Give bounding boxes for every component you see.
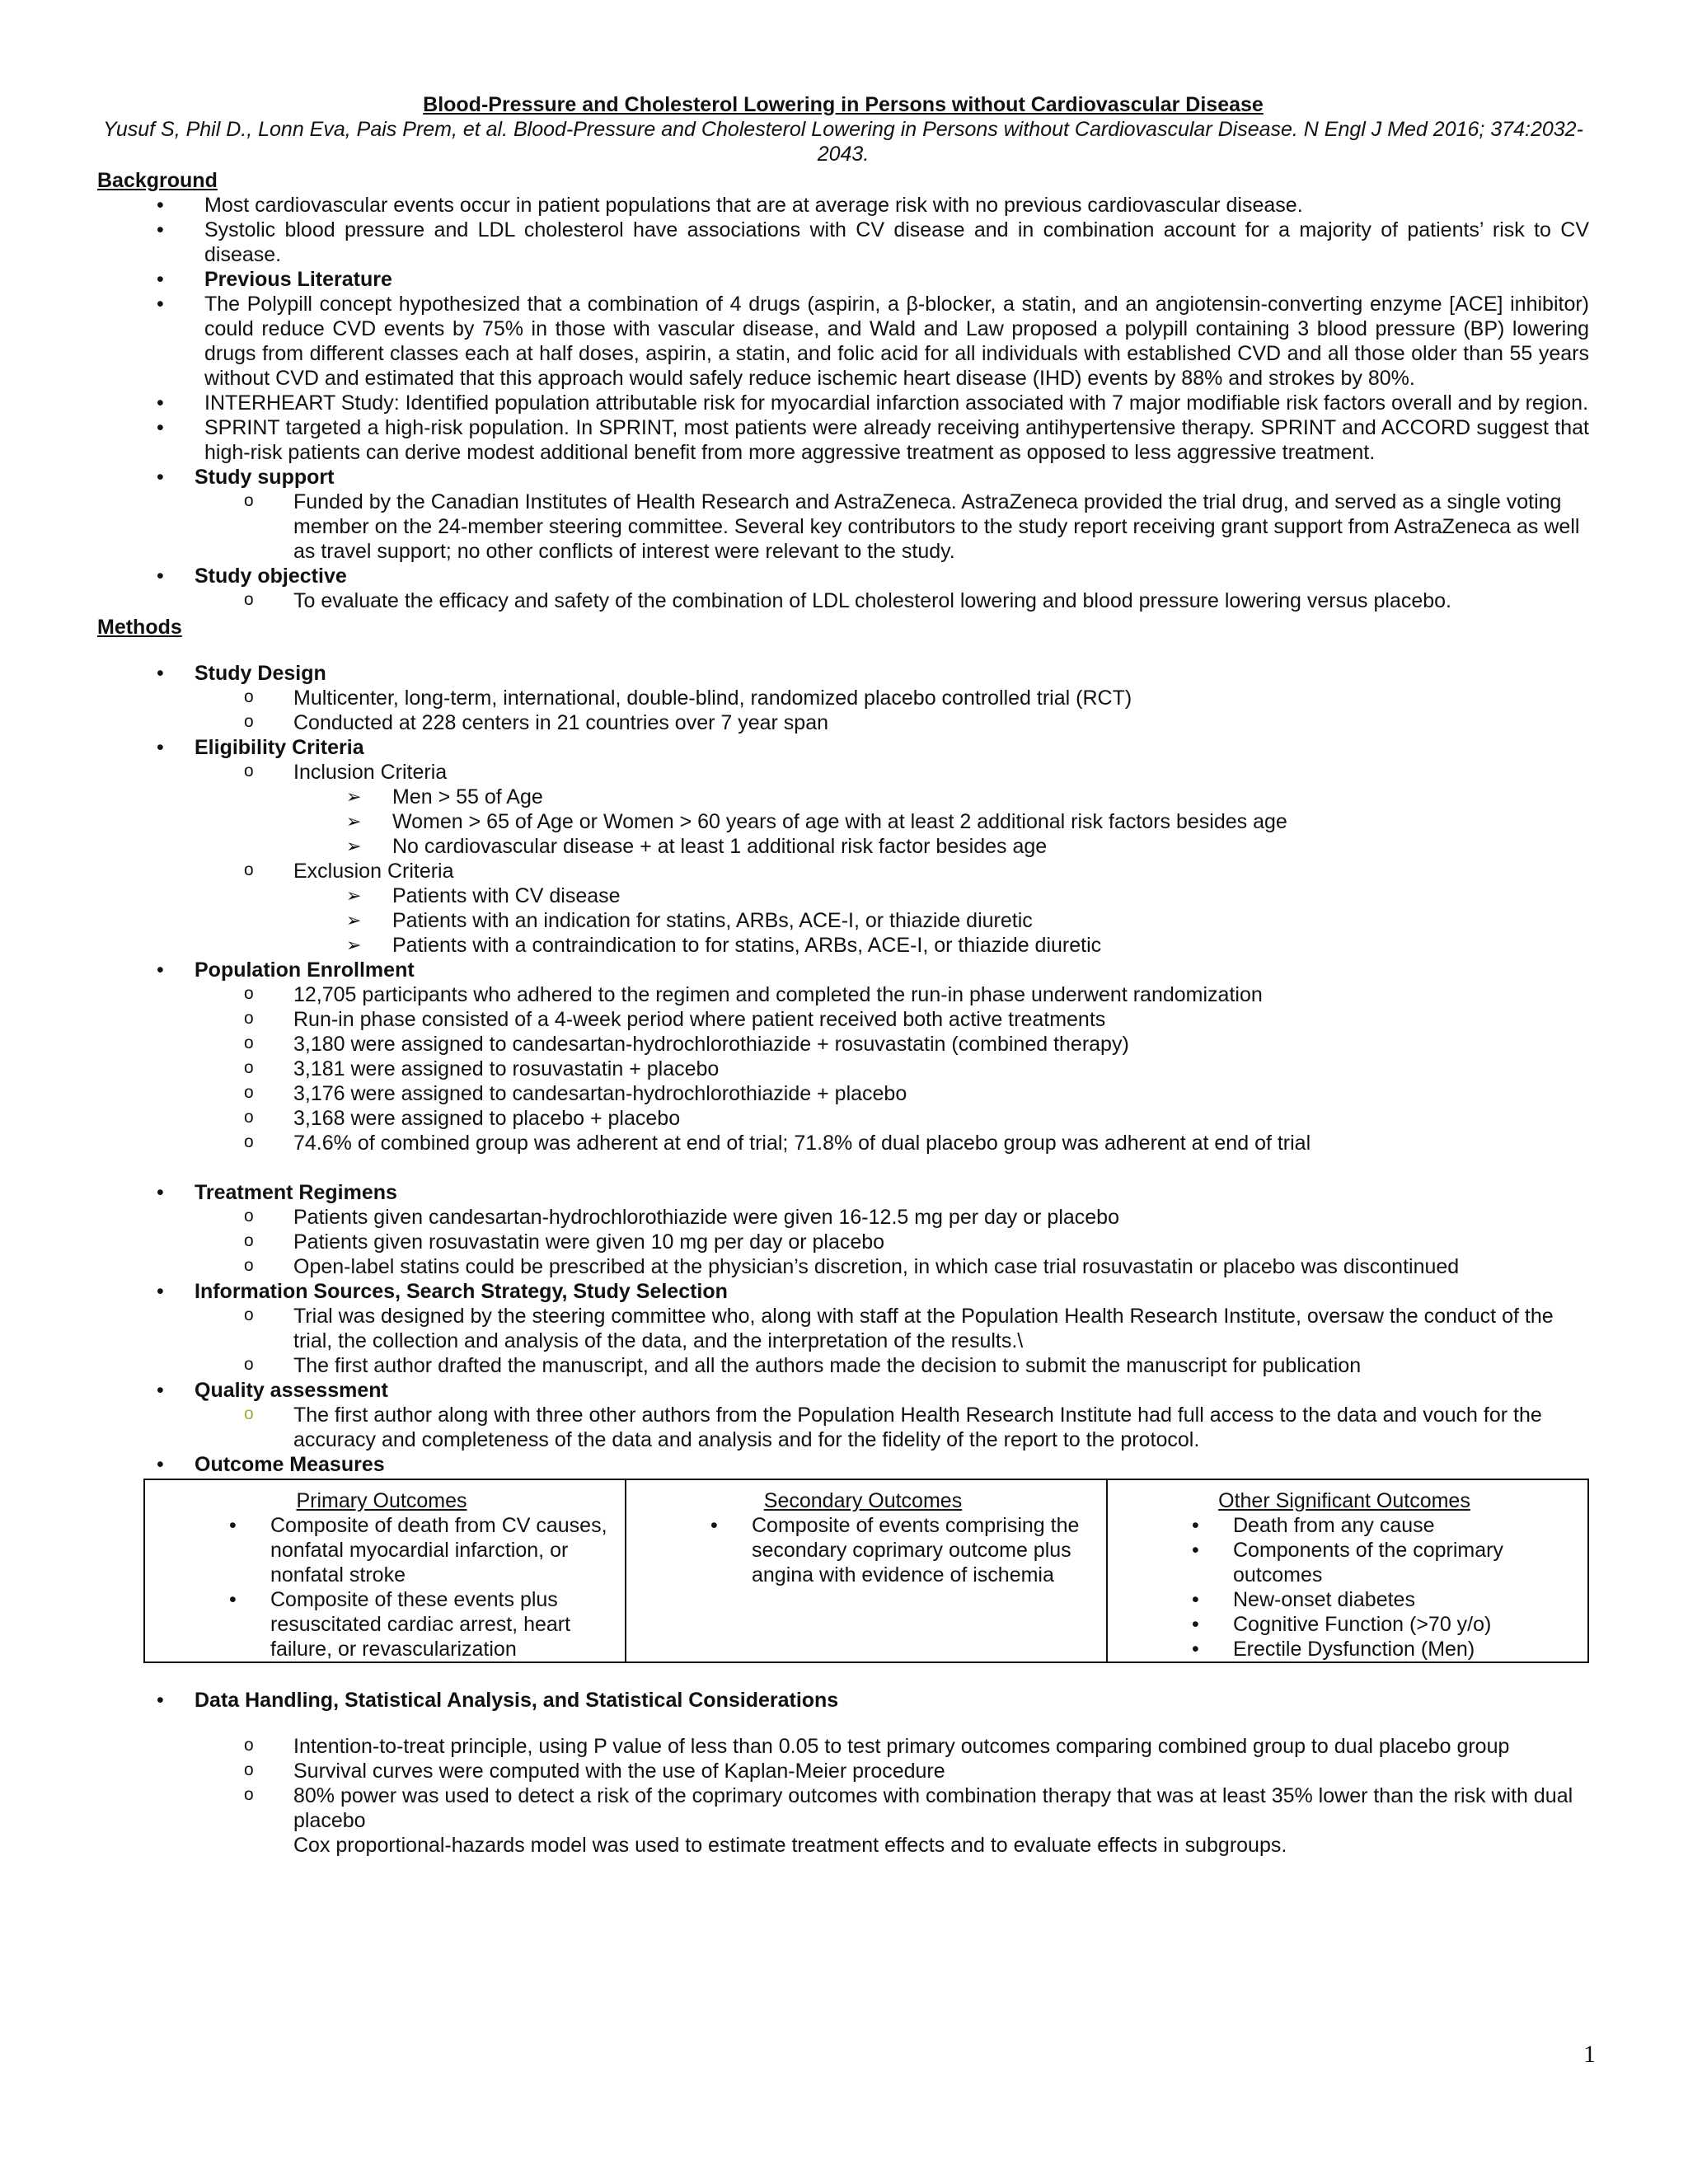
enrollment-heading: • Population Enrollment [97,958,1589,982]
list-item: o Funded by the Canadian Institutes of Health Research and AstraZeneca. AstraZeneca provided the trial drug, and served as a single voting member on the 24-member steering committee. Several key contributors to the study report receiving grant support from AstraZeneca as well as travel support; no other conflicts of interest were relevant to the study. [97,490,1589,564]
list-item: • Systolic blood pressure and LDL cholesterol have associations with CV disease and in combination account for a majority of patients’ risk to CV disease. [97,218,1589,267]
methods-heading: Methods [97,616,182,639]
list-item: • New-onset diabetes [1108,1587,1581,1612]
list-item: o Multicenter, long-term, international, double-blind, randomized placebo controlled trial (RCT) [97,686,1589,710]
list-item: o Intention-to-treat principle, using P value of less than 0.05 to test primary outcomes comparing combined group to dual placebo group [97,1734,1589,1759]
list-item: ➢ Men > 55 of Age [97,785,1589,809]
primary-outcomes-cell [144,1479,626,1662]
list-item: • INTERHEART Study: Identified population attributable risk for myocardial infarction associated with 7 major modifiable risk factors overall and by region. [97,391,1589,415]
list-item: o 12,705 participants who adhered to the regimen and completed the run-in phase underwent randomization [97,982,1589,1007]
background-list [97,193,1589,490]
objective-list [97,564,1589,613]
list-item: ➢ Patients with a contraindication to for statins, ARBs, ACE-I, or thiazide diuretic [97,933,1589,958]
list-item: • Erectile Dysfunction (Men) [1108,1637,1581,1661]
list-item: ➢ No cardiovascular disease + at least 1 additional risk factor besides age [97,834,1589,859]
study-objective-heading: • Study objective [97,564,1589,588]
inclusion-heading: o Inclusion Criteria [97,760,1589,785]
list-item: ➢ Women > 65 of Age or Women > 60 years of age with at least 2 additional risk factors besides age [97,809,1589,834]
list-item: o 3,181 were assigned to rosuvastatin + placebo [97,1057,1589,1081]
document-title: Blood-Pressure and Cholesterol Lowering in Persons without Cardiovascular Disease [423,93,1264,116]
list-item: o Patients given rosuvastatin were given 10 mg per day or placebo [97,1230,1589,1254]
info-sources-heading: • Information Sources, Search Strategy, Study Selection [97,1279,1589,1304]
other-outcomes-cell [1107,1479,1588,1662]
list-item: o 80% power was used to detect a risk of the coprimary outcomes with combination therapy that was at least 35% lower than the risk with dual placebo [97,1783,1589,1833]
list-item: o To evaluate the efficacy and safety of the combination of LDL cholesterol lowering and blood pressure lowering versus placebo. [97,588,1589,613]
study-support-heading: • Study support [97,465,1589,490]
document-page [97,92,1589,1858]
list-item: • Most cardiovascular events occur in patient populations that are at average risk with no previous cardiovascular disease. [97,193,1589,218]
list-item: • Death from any cause [1108,1513,1581,1538]
secondary-outcomes-cell [626,1479,1107,1662]
list-item: o The first author drafted the manuscript, and all the authors made the decision to submit the manuscript for publication [97,1353,1589,1378]
secondary-outcomes-heading: Secondary Outcomes [763,1489,963,1512]
list-item: • The Polypill concept hypothesized that a combination of 4 drugs (aspirin, a β-blocker, a statin, and an angiotensin-converting enzyme [ACE] inhibitor) could reduce CVD events by 75% in those with vascular disease, and Wald and Law proposed a polypill containing 3 blood pressure (BP) lowering drugs from different classes each at half doses, aspirin, a statin, and folic acid for all individuals with established CVD and all those older than 55 years without CVD and estimated that this approach would safely reduce ischemic heart disease (IHD) events by 88% and strokes by 80%. [97,292,1589,391]
list-item: • Components of the coprimary outcomes [1108,1538,1581,1587]
list-item: o The first author along with three other authors from the Population Health Research Institute had full access to the data and vouch for the accuracy and completeness of the data and analysis and for the fidelity of the report to the protocol. [97,1403,1589,1452]
methods-list [97,661,1589,1155]
stats-items [97,1734,1589,1833]
methods-list-2 [97,1180,1589,1477]
list-item: o Open-label statins could be prescribed at the physician’s discretion, in which case trial rosuvastatin or placebo was discontinued [97,1254,1589,1279]
stats-tail: Cox proportional-hazards model was used to estimate treatment effects and to evaluate effects in subgroups. [293,1834,1287,1857]
study-support-list [97,490,1589,564]
stats-heading: • Data Handling, Statistical Analysis, and Statistical Considerations [97,1688,1589,1713]
list-item: o 3,176 were assigned to candesartan-hydrochlorothiazide + placebo [97,1081,1589,1106]
outcomes-table [143,1479,1589,1663]
list-item [97,267,1589,292]
other-outcomes-heading: Other Significant Outcomes [1218,1489,1470,1512]
list-item: o Trial was designed by the steering committee who, along with staff at the Population Health Research Institute, oversaw the conduct of the trial, the collection and analysis of the data, and the interpretation of the results.\ [97,1304,1589,1353]
list-item: o 3,168 were assigned to placebo + placebo [97,1106,1589,1131]
previous-literature-heading: Previous Literature [204,268,392,291]
study-design-heading: • Study Design [97,661,1589,686]
list-item: o Survival curves were computed with the use of Kaplan-Meier procedure [97,1759,1589,1783]
list-item: • SPRINT targeted a high-risk population. In SPRINT, most patients were already receiving antihypertensive therapy. SPRINT and ACCORD suggest that high-risk patients can derive modest additional benefit from more aggressive treatment as opposed to less aggressive treatment. [97,415,1589,465]
list-item: o 74.6% of combined group was adherent at end of trial; 71.8% of dual placebo group was adherent at end of trial [97,1131,1589,1155]
list-item: ➢ Patients with an indication for statins, ARBs, ACE-I, or thiazide diuretic [97,908,1589,933]
list-item: • Composite of events comprising the secondary coprimary outcome plus angina with evidence of ischemia [626,1513,1100,1587]
list-item: o Run-in phase consisted of a 4-week period where patient received both active treatments [97,1007,1589,1032]
exclusion-heading: o Exclusion Criteria [97,859,1589,883]
list-item: • Cognitive Function (>70 y/o) [1108,1612,1581,1637]
list-item: ➢ Patients with CV disease [97,883,1589,908]
eligibility-heading: • Eligibility Criteria [97,735,1589,760]
quality-heading: • Quality assessment [97,1378,1589,1403]
list-item: o 3,180 were assigned to candesartan-hydrochlorothiazide + rosuvastatin (combined therapy) [97,1032,1589,1057]
regimens-heading: • Treatment Regimens [97,1180,1589,1205]
primary-outcomes-heading: Primary Outcomes [296,1489,467,1512]
list-item: o Conducted at 228 centers in 21 countries over 7 year span [97,710,1589,735]
page-number: 1 [1583,2041,1596,2068]
list-item: • Composite of these events plus resuscitated cardiac arrest, heart failure, or revascularization [145,1587,618,1661]
citation: Yusuf S, Phil D., Lonn Eva, Pais Prem, et al. Blood-Pressure and Cholesterol Lowering in Persons without Cardiovascular Disease. N Engl J Med 2016; 374:2032-2043. [103,118,1583,166]
background-heading: Background [97,169,218,192]
stats-list [97,1688,1589,1713]
list-item: • Composite of death from CV causes, nonfatal myocardial infarction, or nonfatal stroke [145,1513,618,1587]
list-item: o Patients given candesartan-hydrochlorothiazide were given 16-12.5 mg per day or placebo [97,1205,1589,1230]
outcome-measures-heading: • Outcome Measures [97,1452,1589,1477]
